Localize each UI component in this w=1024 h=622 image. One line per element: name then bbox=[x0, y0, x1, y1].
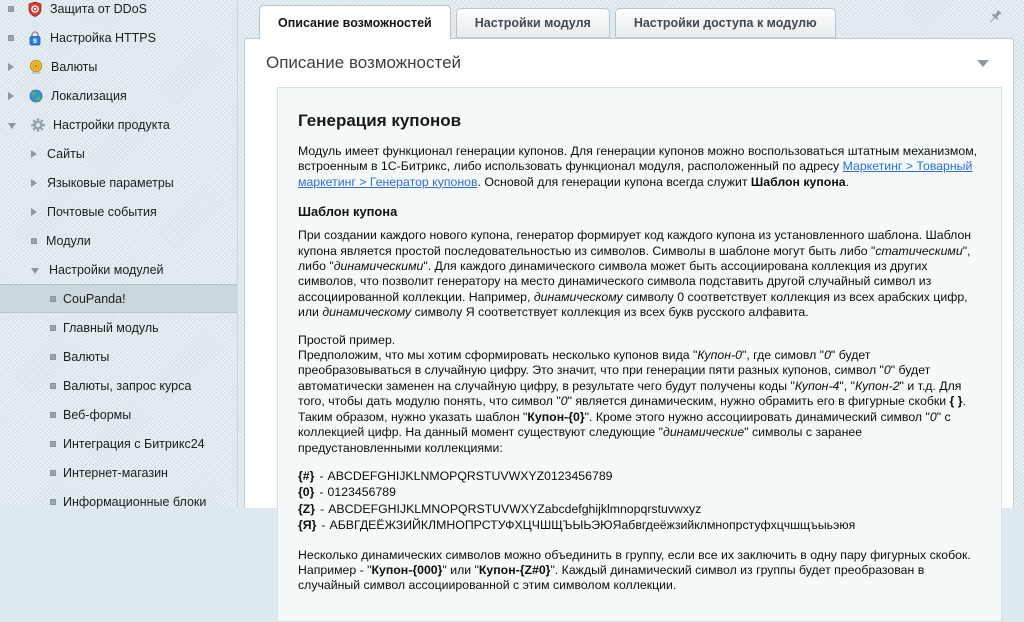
tab-label: Описание возможностей bbox=[278, 15, 432, 30]
text-segment: " с коллекцией цифр. На данный момент существуют следующие " bbox=[298, 409, 951, 440]
collection-row bbox=[298, 502, 981, 517]
collection-row bbox=[298, 518, 981, 533]
sidebar-item-bitrix24[interactable] bbox=[0, 429, 237, 458]
gear-icon bbox=[30, 117, 46, 133]
text-segment: ". Кроме этого нужно ассоциировать динамический символ " bbox=[584, 409, 930, 424]
sidebar-item-localization[interactable] bbox=[0, 81, 237, 110]
square-bullet-icon bbox=[8, 6, 14, 12]
collection-separator: - bbox=[319, 468, 324, 483]
text-segment: ". Для каждого динамического символа может быть ассоциирована коллекция из других символов, что позволит генератору на место динамического символа подставить другой случайный символ из ассоциированной коллекции. Например, bbox=[298, 259, 932, 304]
square-bullet-icon bbox=[8, 35, 14, 41]
sidebar-item-label: Валюты, запрос курса bbox=[63, 378, 192, 393]
collection-separator: - bbox=[320, 501, 325, 516]
arrow-right-icon bbox=[8, 92, 14, 100]
sidebar-item-https[interactable] bbox=[0, 23, 237, 52]
sidebar-item-sites[interactable] bbox=[0, 139, 237, 168]
text-segment: 0 bbox=[560, 394, 568, 409]
sidebar-item-label: Защита от DDoS bbox=[50, 1, 147, 16]
arrow-down-icon bbox=[31, 268, 39, 274]
text-segment: динамическому bbox=[533, 289, 623, 304]
pin-icon[interactable] bbox=[986, 8, 1004, 26]
arrow-down-icon bbox=[8, 123, 16, 129]
sidebar-item-currency-rates[interactable] bbox=[0, 371, 237, 400]
sidebar-item-online-store[interactable] bbox=[0, 458, 237, 487]
text-segment: 0 bbox=[824, 348, 831, 363]
text-segment: Предположим, что мы хотим сформировать несколько купонов вида " bbox=[298, 348, 698, 363]
text-segment: символу Я соответствует коллекция из всех букв русского алфавита. bbox=[411, 305, 809, 320]
text-segment: . Таким образом, нужно указать шаблон " bbox=[298, 394, 966, 424]
collection-value: АБВГДЕЁЖЗИЙКЛМНОПРСТУФХЦЧШЩЪЫЬЭЮЯабвгдеёжзийклмнопрстуфхцчшщъыьэюя bbox=[329, 518, 856, 533]
sidebar-item-mail-events[interactable] bbox=[0, 197, 237, 226]
text-segment: Несколько динамических символов можно объединить в группу, если все их заключить в одну пару фигурных скобок. Например - " bbox=[298, 547, 971, 577]
sidebar-item-label: Модули bbox=[46, 233, 91, 248]
sidebar-item-label: Главный модуль bbox=[63, 320, 159, 335]
text-segment: Купон-0 bbox=[697, 348, 742, 363]
collection-separator: - bbox=[321, 518, 326, 533]
globe-icon bbox=[28, 88, 44, 104]
content-panel bbox=[244, 38, 1014, 593]
paragraph-example bbox=[298, 348, 981, 456]
sidebar-item-label: Сайты bbox=[47, 146, 85, 161]
tab-label: Настройки модуля bbox=[474, 16, 591, 30]
text-segment: " и т.д. Для того, чтобы дать модулю понять, что символ " bbox=[298, 378, 962, 409]
sidebar-item-label: Веб-формы bbox=[63, 407, 132, 422]
text-segment: . Основой для генерации купона всегда служит bbox=[477, 174, 751, 189]
text-segment: динамическими bbox=[333, 259, 424, 274]
sidebar-item-product-settings[interactable] bbox=[0, 110, 237, 139]
square-bullet-icon bbox=[50, 296, 56, 302]
inline-link[interactable]: Маркетинг > Товарный маркетинг > Генератор купонов bbox=[298, 159, 973, 189]
arrow-right-icon bbox=[31, 150, 37, 158]
sidebar-item-web-forms[interactable] bbox=[0, 400, 237, 429]
collection-key: {Z} bbox=[298, 501, 316, 516]
text-segment: ", где симовл " bbox=[741, 348, 825, 363]
triangle-down-icon[interactable] bbox=[977, 60, 989, 67]
collection-key: {0} bbox=[298, 485, 315, 500]
collections-list bbox=[298, 469, 981, 534]
collection-separator: - bbox=[319, 485, 324, 500]
paragraph-template bbox=[298, 228, 981, 320]
sidebar-item-ddos[interactable] bbox=[0, 0, 237, 23]
text-segment: динамические bbox=[663, 425, 745, 440]
tab-module-settings[interactable] bbox=[456, 8, 610, 38]
section-header bbox=[245, 39, 1013, 85]
text-segment: ", либо " bbox=[298, 243, 971, 274]
text-segment: Купон-{0} bbox=[527, 409, 585, 424]
square-bullet-icon bbox=[50, 499, 56, 505]
sidebar-item-label: Настройки модулей bbox=[49, 262, 164, 277]
sidebar-item-module-settings[interactable] bbox=[0, 255, 237, 284]
text-segment: " символы с заранее предустановленными коллекциями: bbox=[298, 425, 863, 455]
text-segment: Шаблон купона bbox=[750, 174, 846, 189]
sidebar-item-label: Почтовые события bbox=[47, 204, 157, 219]
text-segment: Модуль имеет функционал генерации купонов. Для генерации купонов можно воспользоваться штатным механизмом, встроенным в 1С-Битрикс, либо использовать функционал модуля, расположенный по адресу bbox=[298, 144, 978, 174]
square-bullet-icon bbox=[31, 238, 37, 244]
sidebar-item-label: Валюты bbox=[51, 59, 98, 74]
sidebar-item-label: Настройки продукта bbox=[53, 117, 170, 132]
text-segment: ". Каждый динамический символ из группы будет преобразован в случайный символ ассоциированной с этим символом коллекции. bbox=[298, 562, 925, 593]
collection-row bbox=[298, 485, 981, 500]
sidebar-item-infoblocks[interactable] bbox=[0, 487, 237, 516]
sidebar-item-coupanda[interactable] bbox=[0, 284, 237, 313]
content-title: Генерация купонов bbox=[298, 111, 462, 130]
sidebar-item-label: Локализация bbox=[51, 88, 127, 103]
lock-icon bbox=[27, 30, 43, 46]
collection-value: ABCDEFGHIJKLMNOPQRSTUVWXYZabcdefghijklmnopqrstuvwxyz bbox=[328, 501, 702, 516]
tab-bar bbox=[238, 0, 1024, 38]
text-segment: Купон-2 bbox=[854, 378, 900, 393]
square-bullet-icon bbox=[50, 383, 56, 389]
text-segment: Купон-4 bbox=[794, 378, 840, 393]
text-segment: " или " bbox=[442, 562, 479, 577]
text-segment: 0 bbox=[883, 363, 891, 378]
sidebar bbox=[0, 0, 238, 508]
sidebar-item-modules[interactable] bbox=[0, 226, 237, 255]
text-segment: символу 0 соответствует коллекция из всех арабских цифр, или bbox=[298, 289, 968, 320]
example-intro: Простой пример. bbox=[298, 332, 396, 347]
text-segment: Купон-{000} bbox=[371, 562, 443, 577]
sidebar-item-language-params[interactable] bbox=[0, 168, 237, 197]
collection-key: {Я} bbox=[298, 518, 317, 533]
text-segment: ", " bbox=[839, 378, 855, 393]
paragraph-intro bbox=[298, 144, 981, 190]
collection-row bbox=[298, 469, 981, 484]
sidebar-item-main-module[interactable] bbox=[0, 313, 237, 342]
main-area bbox=[238, 0, 1024, 593]
arrow-right-icon bbox=[31, 208, 37, 216]
sidebar-item-label: Настройка HTTPS bbox=[50, 30, 156, 45]
collection-value: 0123456789 bbox=[327, 485, 396, 500]
arrow-right-icon bbox=[31, 179, 37, 187]
text-segment: 0 bbox=[929, 409, 937, 424]
text-segment: статическими bbox=[875, 243, 963, 258]
text-segment: . bbox=[845, 174, 850, 189]
collection-key: {#} bbox=[298, 468, 315, 483]
shield-icon bbox=[27, 1, 43, 17]
square-bullet-icon bbox=[50, 412, 56, 418]
tab-description[interactable] bbox=[259, 5, 451, 39]
text-segment: " является динамическим, нужно обрамить его в фигурные скобки bbox=[567, 394, 950, 409]
coin-icon bbox=[28, 59, 44, 75]
sidebar-item-label: CouPanda! bbox=[63, 291, 126, 306]
collection-value: ABCDEFGHIJKLNMOPQRSTUVWXYZ0123456789 bbox=[327, 468, 613, 483]
sidebar-nav bbox=[0, 0, 237, 516]
square-bullet-icon bbox=[50, 354, 56, 360]
sidebar-item-currencies[interactable] bbox=[0, 342, 237, 371]
sidebar-item-label: Языковые параметры bbox=[47, 175, 174, 190]
tab-access-settings[interactable] bbox=[615, 8, 836, 38]
paragraph-groups bbox=[298, 548, 981, 594]
description-box bbox=[277, 87, 1002, 622]
square-bullet-icon bbox=[50, 470, 56, 476]
sidebar-item-label: Интеграция с Битрикс24 bbox=[63, 436, 205, 451]
text-segment: При создании каждого нового купона, генератор формирует код каждого купона из установленного шаблона. Шаблон купона является простой последовательностью из символов. Символы в шаблоне могут быть либо " bbox=[298, 228, 972, 258]
text-segment: { } bbox=[949, 394, 963, 409]
text-segment: динамическому bbox=[322, 305, 412, 320]
subheading-template: Шаблон купона bbox=[298, 204, 398, 220]
square-bullet-icon bbox=[50, 325, 56, 331]
arrow-right-icon bbox=[8, 63, 14, 71]
text-segment: Купон-{Z#0} bbox=[478, 562, 551, 577]
text-segment: " будет преобразовываться в случайную цифру. Это значит, что при генерации пяти разных купонов, символ " bbox=[298, 348, 884, 378]
sidebar-item-currency[interactable] bbox=[0, 52, 237, 81]
section-title: Описание возможностей bbox=[266, 53, 462, 72]
text-segment: " будет автоматически заменен на случайную цифру, в результате чего будут получены коды " bbox=[298, 363, 931, 393]
sidebar-item-label: Валюты bbox=[63, 349, 110, 364]
tab-label: Настройки доступа к модулю bbox=[633, 16, 817, 30]
square-bullet-icon bbox=[50, 441, 56, 447]
sidebar-item-label: Интернет-магазин bbox=[63, 465, 168, 480]
sidebar-item-label: Информационные блоки bbox=[63, 494, 207, 509]
svg-text:s: s bbox=[32, 35, 38, 45]
